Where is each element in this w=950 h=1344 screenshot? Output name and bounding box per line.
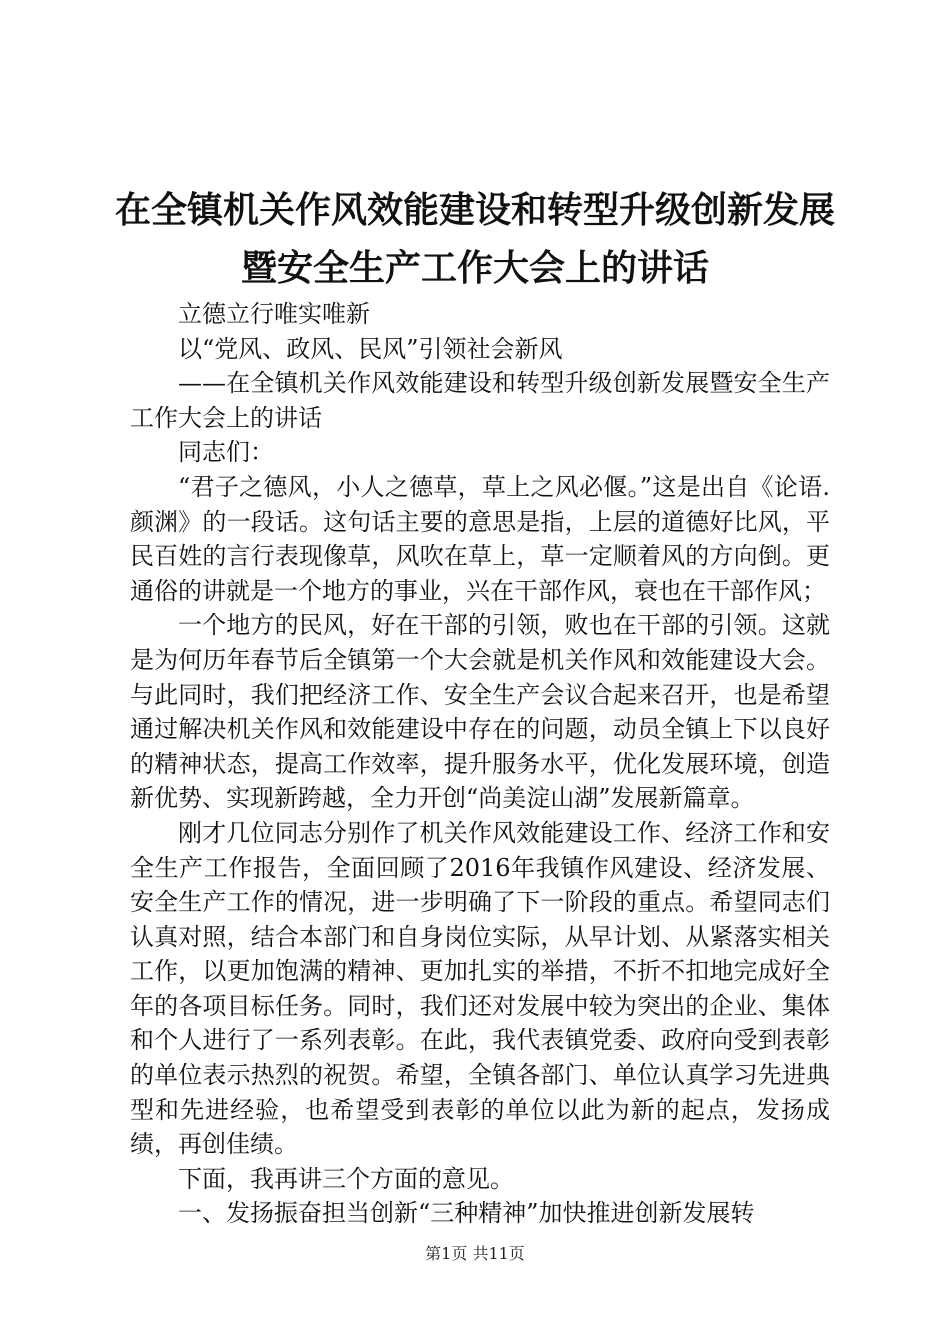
document-body xyxy=(130,297,830,1231)
paragraph-body: “君子之德风，小人之德草，草上之风必偃。”这是出自《论语.颜渊》的一段话。这句话主要的意思是指，上层的道德好比风，平民百姓的言行表现像草，风吹在草上，草一定顺着风的方向倒。更通俗的讲就是一个地方的事业，兴在干部作风，衰也在干部作风； xyxy=(130,472,830,605)
paragraph-body: 下面，我再讲三个方面的意见。 xyxy=(178,1164,514,1193)
page-number-footer: 第1页 共11页 xyxy=(425,1244,525,1263)
paragraph-body: 一个地方的民风，好在干部的引领，败也在干部的引领。这就是为何历年春节后全镇第一个大会就是机关作风和效能建设大会。与此同时，我们把经济工作、安全生产会议合起来召开，也是希望通过解决机关作风和效能建设中存在的问题，动员全镇上下以良好的精神状态，提高工作效率，提升服务水平，优化发展环境，创造新优势、实现新跨越，全力开创“尚美淀山湖”发展新篇章。 xyxy=(130,611,830,813)
paragraph-section-heading: 一、发扬振奋担当创新“三种精神”加快推进创新发展转 xyxy=(178,1199,755,1228)
paragraph-body: 刚才几位同志分别作了机关作风效能建设工作、经济工作和安全生产工作报告，全面回顾了2016年我镇作风建设、经济发展、安全生产工作的情况，进一步明确了下一阶段的重点。希望同志们认真对照，结合本部门和自身岗位实际，从早计划、从紧落实相关工作，以更加饱满的精神、更加扎实的举措，不折不扣地完成好全年的各项目标任务。同时，我们还对发展中较为突出的企业、集体和个人进行了一系列表彰。在此，我代表镇党委、政府向受到表彰的单位表示热烈的祝贺。希望，全镇各部门、单位认真学习先进典型和先进经验，也希望受到表彰的单位以此为新的起点，发扬成绩，再创佳绩。 xyxy=(130,818,830,1159)
document-title-line-2: 暨安全生产工作大会上的讲话 xyxy=(240,247,709,289)
paragraph-subtitle-1: 立德立行唯实唯新 xyxy=(178,300,370,328)
document-title-line-1: 在全镇机关作风效能建设和转型升级创新发展 xyxy=(114,189,835,231)
paragraph-salutation: 同志们： xyxy=(178,438,274,467)
paragraph-subtitle-3: ——在全镇机关作风效能建设和转型升级创新发展暨安全生产工作大会上的讲话 xyxy=(130,369,830,432)
paragraph-subtitle-2: 以“党风、政风、民风”引领社会新风 xyxy=(178,334,563,363)
